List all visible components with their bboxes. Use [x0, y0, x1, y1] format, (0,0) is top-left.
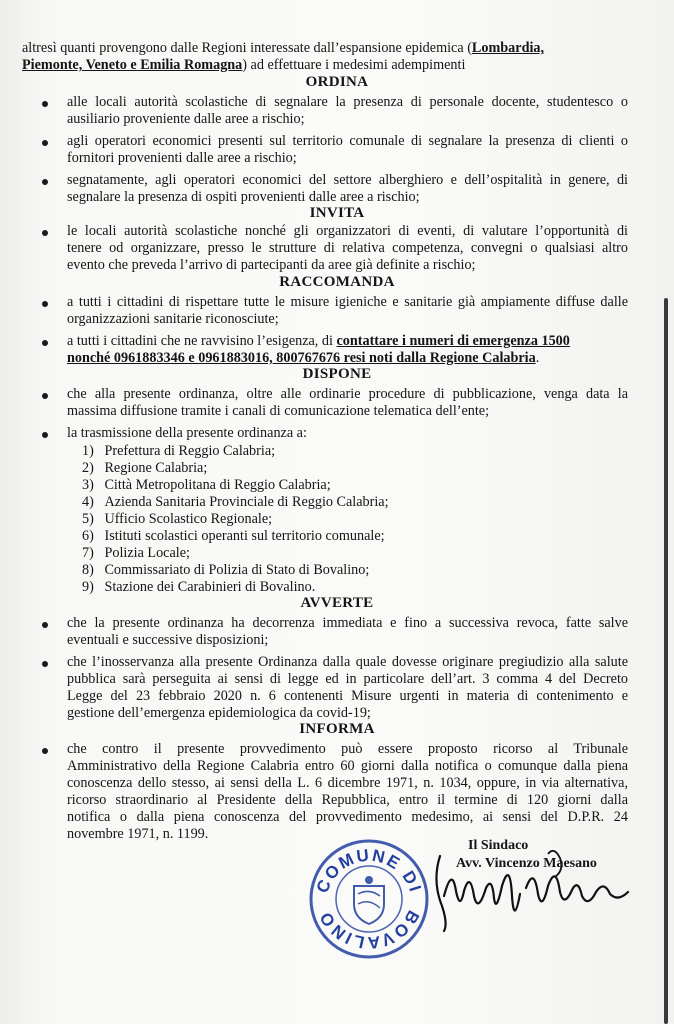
stamp-text-top: COMUNE DI: [312, 845, 426, 896]
bullet-icon: [42, 230, 48, 236]
bullet-icon: [42, 622, 48, 628]
list-number: 8): [82, 562, 94, 578]
intro-text-end: ) ad effettuare i medesimi adempimenti: [242, 57, 466, 73]
list-item: [82, 528, 385, 545]
dispone-item-2-line-1: la trasmissione della presente ordinanza a:: [67, 425, 307, 441]
raccomanda-item-2-line-2: [67, 350, 539, 367]
list-number: 9): [82, 579, 94, 595]
list-text: Ufficio Scolastico Regionale;: [104, 511, 273, 527]
list-text: Commissariato di Polizia di Stato di Bovalino;: [104, 562, 370, 578]
avverte-item-2-line-3: Legge del 23 febbraio 2020 n. 6 contenenti Misure urgenti in materia di contenimento e: [67, 688, 628, 704]
raccomanda-text: a tutti i cittadini che ne ravvisino l’esigenza, di: [67, 333, 337, 349]
invita-item-line-2: tenere od organizzare, presso le strutture di relativa competenza, convegni o qualsiasi altro: [67, 240, 628, 256]
bullet-icon: [42, 661, 48, 667]
avverte-item-1-line-2: eventuali e successive disposizioni;: [67, 632, 269, 648]
handwritten-signature: [430, 836, 650, 936]
list-number: 3): [82, 477, 94, 493]
list-text: Azienda Sanitaria Provinciale di Reggio Calabria;: [104, 494, 389, 510]
informa-line-6: novembre 1971, n. 1199.: [67, 826, 209, 842]
municipal-stamp: [308, 838, 430, 960]
informa-line-5: notifica o dalla piena conoscenza del provvedimento medesimo, ai sensi del D.P.R. 24: [67, 809, 628, 825]
avverte-item-2-line-4: gestione dell’emergenza epidemiologica da covid-19;: [67, 705, 371, 721]
list-number: 6): [82, 528, 94, 544]
signature-block: [438, 836, 658, 946]
dispone-item-1-line-1: che alla presente ordinanza, oltre alle ordinarie procedure di pubblicazione, venga data la: [67, 386, 628, 402]
bullet-icon: [42, 101, 48, 107]
bullet-icon: [42, 140, 48, 146]
list-text: Stazione dei Carabinieri di Bovalino.: [104, 579, 316, 595]
ordina-item-1-line-1: alle locali autorità scolastiche di segnalare la presenza di personale docente, studentesco o: [67, 94, 628, 110]
list-number: 4): [82, 494, 94, 510]
list-text: Polizia Locale;: [104, 545, 190, 561]
list-text: Regione Calabria;: [104, 460, 208, 476]
ordina-item-2-line-2: fornitori provenienti dalle aree a rischio;: [67, 150, 297, 166]
emergency-numbers-bold-2: nonché 0961883346 e 0961883016, 800767676 resi noti dalla Regione Calabria: [67, 350, 536, 366]
dispone-item-1-line-2: massima diffusione tramite i canali di comunicazione telematica dell’ente;: [67, 403, 490, 419]
raccomanda-item-1-line-1: a tutti i cittadini di rispettare tutte le misure igieniche e sanitarie già ampiamente diffuse dalle: [67, 294, 628, 310]
section-heading-invita: INVITA: [309, 205, 365, 221]
section-heading-dispone: DISPONE: [302, 366, 372, 382]
ordina-item-3-line-1: segnatamente, agli operatori economici del settore alberghiero e dell’ospitalità in genere, di: [67, 172, 628, 188]
list-item: [82, 562, 369, 579]
signatory-name: Avv. Vincenzo Maesano: [456, 856, 597, 871]
bullet-icon: [42, 393, 48, 399]
coat-of-arms-icon: [354, 876, 384, 924]
list-item: [82, 579, 315, 596]
intro-regions-bold-2: Piemonte, Veneto e Emilia Romagna: [22, 57, 243, 73]
intro-line-1: [22, 40, 629, 57]
period: .: [535, 350, 540, 366]
invita-item-line-1: le locali autorità scolastiche nonché gli organizzatori di eventi, di valutare l’opportunità di: [67, 223, 628, 239]
list-number: 2): [82, 460, 94, 476]
ordina-item-3-line-2: segnalare la presenza di ospiti provenienti dalle aree a rischio;: [67, 189, 420, 205]
ordina-item-1-line-2: ausiliario proveniente dalle aree a rischio;: [67, 111, 305, 127]
signatory-title: Il Sindaco: [468, 838, 529, 853]
bullet-icon: [42, 432, 48, 438]
list-item: [82, 443, 275, 460]
section-heading-ordina: ORDINA: [305, 74, 369, 90]
avverte-item-1-line-1: che la presente ordinanza ha decorrenza immediata e fino a successiva revoca, fatte salve: [67, 615, 628, 631]
list-item: [82, 477, 331, 494]
list-number: 5): [82, 511, 94, 527]
emergency-numbers-bold: contattare i numeri di emergenza 1500: [336, 333, 570, 349]
bullet-icon: [42, 179, 48, 185]
scrollbar[interactable]: [664, 298, 668, 1024]
list-item: [82, 494, 389, 511]
informa-line-4: ricorso straordinario al Presidente della Repubblica, entro il termine di 120 giorni dalla: [67, 792, 628, 808]
list-item: [82, 460, 207, 477]
avverte-item-2-line-1: che l’inosservanza alla presente Ordinanza dalla quale dovesse originare pregiudizio alla salute: [67, 654, 628, 670]
section-heading-informa: INFORMA: [299, 721, 375, 737]
informa-line-1: che contro il presente provvedimento può essere proposto ricorso al Tribunale: [67, 741, 628, 757]
list-number: 1): [82, 443, 94, 459]
section-heading-avverte: AVVERTE: [300, 595, 374, 611]
list-item: [82, 511, 272, 528]
stamp-text-bottom: BOVALINO: [315, 907, 423, 953]
section-heading-raccomanda: RACCOMANDA: [279, 274, 395, 290]
informa-line-3: conoscenza dello stesso, ai sensi della L. 6 dicembre 1971, n. 1034, oppure, in via alternativa,: [67, 775, 628, 791]
ordina-item-2-line-1: agli operatori economici presenti sul territorio comunale di segnalare la presenza di clienti o: [67, 133, 628, 149]
list-item: [82, 545, 190, 562]
raccomanda-item-2-line-1: [67, 333, 628, 350]
intro-line-2: [22, 57, 465, 74]
invita-item-line-3: evento che preveda l’arrivo di partecipanti da aree già definite a rischio;: [67, 257, 476, 273]
bullet-icon: [42, 748, 48, 754]
list-number: 7): [82, 545, 94, 561]
list-text: Istituti scolastici operanti sul territorio comunale;: [104, 528, 385, 544]
bullet-icon: [42, 340, 48, 346]
list-text: Prefettura di Reggio Calabria;: [104, 443, 276, 459]
list-text: Città Metropolitana di Reggio Calabria;: [104, 477, 331, 493]
avverte-item-2-line-2: pubblica sarà perseguita ai sensi di legge ed in particolare dell’art. 3 comma 4 del Decreto: [67, 671, 628, 687]
informa-line-2: Amministrativo della Regione Calabria entro 60 giorni dalla notifica o comunque dalla piena: [67, 758, 628, 774]
intro-text: altresì quanti provengono dalle Regioni interessate dall’espansione epidemica (: [22, 40, 472, 56]
raccomanda-item-1-line-2: organizzazioni sanitarie riconosciute;: [67, 311, 279, 327]
bullet-icon: [42, 301, 48, 307]
intro-regions-bold: Lombardia,: [471, 40, 545, 56]
